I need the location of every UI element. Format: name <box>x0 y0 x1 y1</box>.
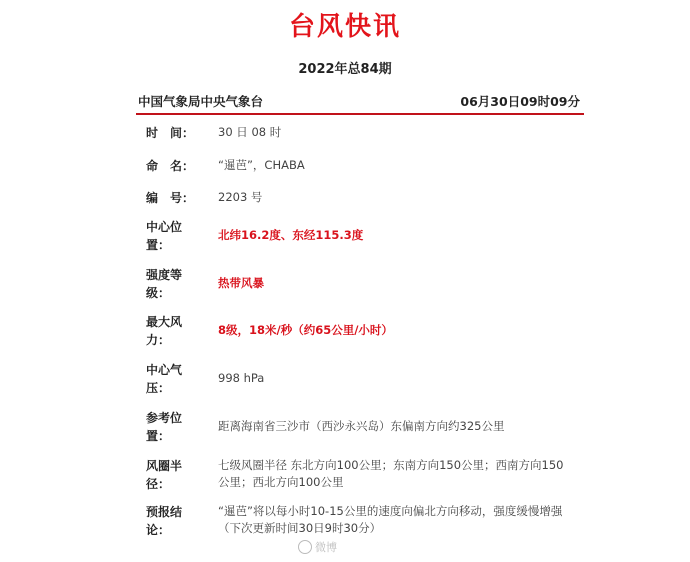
weibo-watermark <box>298 539 337 555</box>
field-label: 最大风力： <box>146 315 183 347</box>
field-label: 风圈半径： <box>146 459 183 491</box>
weibo-icon <box>298 540 312 554</box>
field-label: 参考位置： <box>146 411 183 443</box>
field-value: “暹芭”将以每小时10-15公里的速度向偏北方向移动，强度缓慢增强 （下次更新时间30日9时30分） <box>218 504 563 535</box>
field-label: 预报结论： <box>146 505 183 537</box>
field-label: 强度等级： <box>146 268 183 300</box>
field-value: 距离海南省三沙市（西沙永兴岛）东偏南方向约325公里 <box>218 419 505 433</box>
field-value: 七级风圈半径 东北方向100公里；东南方向150公里；西南方向150公里；西北方向100公里 <box>218 458 564 489</box>
bulletin-title: 台风快讯 <box>288 12 401 42</box>
field-label: 中心气压： <box>146 363 183 395</box>
field-value: 30 日 08 时 <box>218 125 282 139</box>
field-value: 2203 号 <box>218 190 263 204</box>
field-label: 编 号： <box>146 191 195 205</box>
issuer: 中国气象局中央气象台 <box>138 94 264 109</box>
header-divider <box>136 113 584 115</box>
field-label: 命 名： <box>146 159 195 173</box>
field-label: 中心位置： <box>146 220 183 252</box>
issue-number: 2022年总84期 <box>298 62 392 77</box>
field-value: “暹芭”，CHABA <box>218 158 305 172</box>
issue-datetime: 06月30日09时09分 <box>460 94 580 109</box>
bulletin-header <box>138 90 580 112</box>
field-value: 998 hPa <box>218 371 265 385</box>
field-value: 热带风暴 <box>218 276 264 290</box>
field-label: 时 间： <box>146 126 195 140</box>
field-value: 北纬16.2度、东经115.3度 <box>218 228 364 242</box>
field-value: 8级，18米/秒（约65公里/小时） <box>218 323 393 337</box>
watermark-text: 微博 <box>315 541 337 554</box>
